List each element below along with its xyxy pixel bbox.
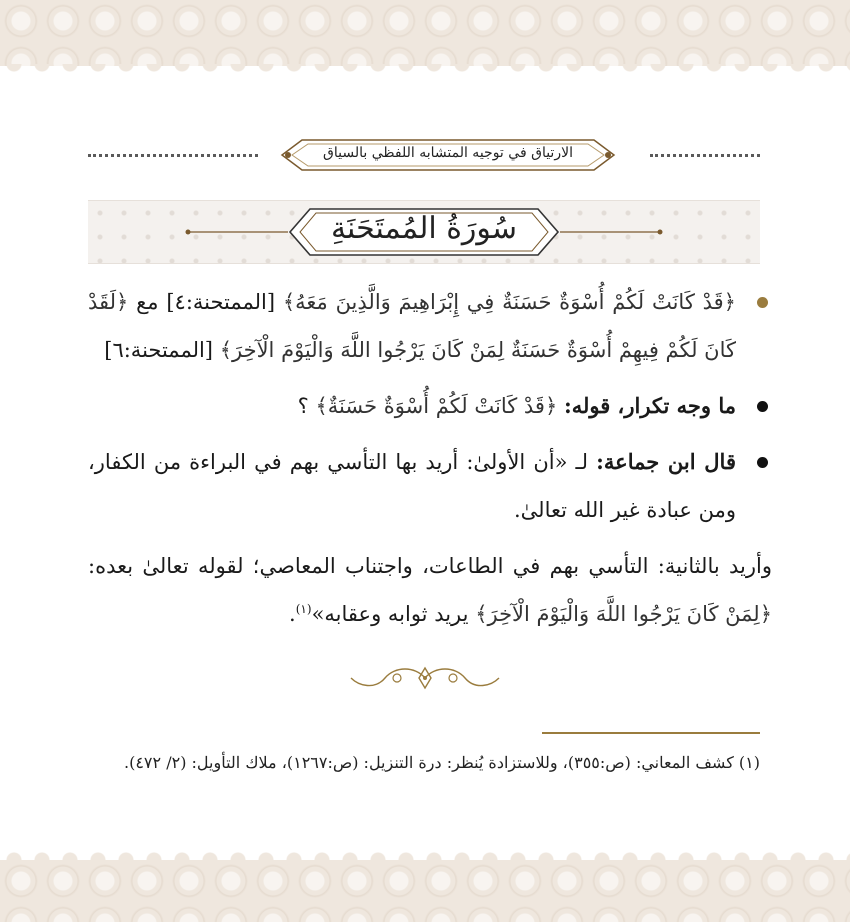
- verse-reference: [الممتحنة:٤]: [166, 290, 276, 314]
- quote-end: يريد ثوابه وعقابه»: [311, 602, 469, 626]
- paragraph-3: [88, 438, 772, 534]
- black-bullet-icon: [757, 401, 768, 412]
- header-ornament-frame: [278, 136, 618, 174]
- conjunction-text: مع: [136, 290, 159, 314]
- quote-continuation: وأريد بالثانية: التأسي بهم في الطاعات، واجتناب المعاصي؛ لقوله تعالىٰ بعده:: [88, 554, 772, 578]
- quran-verse: ﴿قَدْ كَانَتْ لَكُمْ أُسْوَةٌ حَسَنَةٌ﴾: [315, 394, 558, 418]
- scholar-lead: قال ابن جماعة:: [596, 449, 736, 474]
- paragraph-4: [88, 542, 772, 638]
- footnote: (١) كشف المعاني: (ص:٣٥٥)، وللاستزادة يُنظر: درة التنزيل: (ص:١٢٦٧)، ملاك التأويل: (٢/ ٤٧٢).: [124, 753, 760, 772]
- running-header: [88, 132, 760, 180]
- paragraph-2: [88, 382, 772, 430]
- top-decorative-band: [0, 0, 850, 66]
- ornamental-divider-icon: [345, 660, 505, 696]
- question-lead: ما وجه تكرار، قوله:: [563, 393, 736, 418]
- header-dotted-line-left: [88, 154, 258, 157]
- gold-bullet-icon: [757, 297, 768, 308]
- black-bullet-icon: [757, 457, 768, 468]
- quran-verse: ﴿قَدْ كَانَتْ لَكُمْ أُسْوَةٌ حَسَنَةٌ فِي إِبْرَاهِيمَ وَالَّذِينَ مَعَهُ﴾: [282, 290, 736, 314]
- surah-title: سُورَةُ المُمتَحَنَةِ: [330, 211, 518, 246]
- bottom-decorative-band: [0, 860, 850, 922]
- top-scallop-border: [0, 64, 850, 78]
- footnote-marker[interactable]: (١): [295, 602, 312, 616]
- footnote-separator: [542, 732, 760, 734]
- scholar-quote: لـ «أن الأولىٰ: أريد بها التأسي بهم في البراءة من الكفار، ومن عبادة غير الله تعالىٰ.: [88, 450, 736, 522]
- surah-banner: [88, 200, 760, 264]
- bottom-scallop-border: [0, 846, 850, 860]
- verse-reference: [الممتحنة:٦]: [104, 338, 214, 362]
- running-title: الارتياق في توجيه المتشابه اللفظي بالسياق: [323, 145, 573, 161]
- main-text: [88, 278, 772, 646]
- quran-verse: ﴿لِمَنْ كَانَ يَرْجُوا اللَّهَ وَالْيَوْمَ الْآخِرَ﴾: [475, 602, 772, 626]
- period: .: [289, 602, 296, 626]
- header-dotted-line-right: [650, 154, 760, 157]
- quran-verse: ﴿لَقَدْ كَانَ لَكُمْ فِيهِمْ أُسْوَةٌ حَسَنَةٌ لِمَنْ كَانَ يَرْجُوا اللَّهَ وَالْيَوْمَ الْآخِرَ﴾: [88, 290, 736, 362]
- paragraph-1: [88, 278, 772, 374]
- question-mark: ؟: [297, 394, 309, 418]
